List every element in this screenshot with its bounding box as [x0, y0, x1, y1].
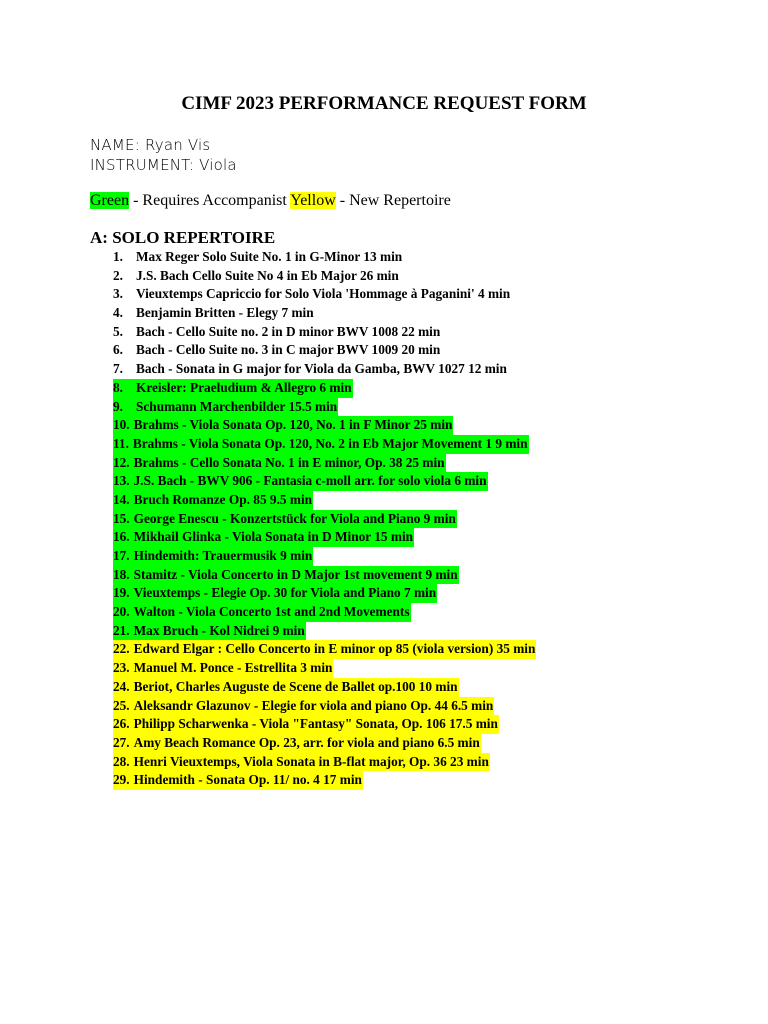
list-item-highlight — [113, 678, 459, 697]
list-item-number: 19. — [113, 585, 130, 601]
list-item-number: 20. — [113, 604, 130, 620]
list-item-highlight — [113, 584, 437, 603]
list-item-text: Benjamin Britten - Elegy 7 min — [136, 305, 314, 321]
list-item — [113, 678, 536, 697]
list-item-number: 28. — [113, 753, 130, 769]
list-item — [113, 753, 536, 772]
list-item-highlight — [113, 528, 414, 547]
list-item-text: Bach - Cello Suite no. 2 in D minor BWV 1008 22 min — [136, 323, 441, 339]
list-item-highlight — [113, 435, 529, 454]
list-item-highlight — [113, 323, 441, 342]
name-field — [90, 135, 210, 155]
list-item-text: Edward Elgar : Cello Concerto in E minor op 85 (viola version) 35 min — [133, 641, 536, 657]
page-title: CIMF 2023 PERFORMANCE REQUEST FORM — [181, 93, 587, 114]
list-item — [113, 771, 536, 790]
name-label: NAME: — [90, 136, 140, 154]
list-item-highlight — [113, 697, 494, 716]
list-item-text: Stamitz - Viola Concerto in D Major 1st movement 9 min — [133, 566, 458, 582]
list-item-number: 13. — [113, 473, 130, 489]
list-item — [113, 323, 536, 342]
list-item-text: Schumann Marchenbilder 15.5 min — [136, 398, 338, 414]
list-item-text: George Enescu - Konzertstück for Viola and Piano 9 min — [133, 510, 456, 526]
list-item-number: 16. — [113, 529, 130, 545]
list-item — [113, 379, 536, 398]
list-item-text: Philipp Scharwenka - Viola "Fantasy" Sonata, Op. 106 17.5 min — [133, 716, 498, 732]
list-item-number: 17. — [113, 548, 130, 563]
list-item-number: 9. — [113, 398, 123, 414]
list-item-text: J.S. Bach Cello Suite No 4 in Eb Major 26 min — [136, 267, 399, 283]
list-item — [113, 640, 536, 659]
list-item-highlight — [113, 416, 453, 435]
list-item-highlight — [113, 398, 338, 417]
section-heading: A: SOLO REPERTOIRE — [90, 228, 276, 247]
list-item-text: Hindemith - Sonata Op. 11/ no. 4 17 min — [133, 772, 362, 788]
list-item-highlight — [113, 360, 508, 379]
list-item-number: 23. — [113, 660, 130, 676]
list-item-highlight — [113, 472, 488, 491]
list-item-highlight — [113, 566, 459, 585]
list-item — [113, 416, 536, 435]
list-item-highlight — [113, 753, 490, 772]
list-item-text: Bach - Sonata in G major for Viola da Gamba, BWV 1027 12 min — [136, 361, 507, 377]
list-item — [113, 584, 536, 603]
list-item — [113, 472, 536, 491]
list-item — [113, 341, 536, 360]
list-item — [113, 697, 536, 716]
list-item-highlight — [113, 622, 306, 641]
legend-yellow-text: - New Repertoire — [335, 192, 451, 209]
list-item — [113, 547, 536, 566]
instrument-label: INSTRUMENT: — [90, 156, 195, 174]
list-item — [113, 304, 536, 323]
list-item-highlight — [113, 454, 446, 473]
list-item-highlight — [113, 248, 403, 267]
list-item — [113, 734, 536, 753]
list-item-highlight — [113, 640, 536, 659]
list-item-highlight — [113, 734, 481, 753]
list-item-text: Brahms - Cello Sonata No. 1 in E minor, Op. 38 25 min — [133, 454, 445, 470]
list-item-number: 24. — [113, 678, 130, 694]
list-item-highlight — [113, 379, 353, 398]
list-item-text: Walton - Viola Concerto 1st and 2nd Movements — [133, 604, 410, 620]
list-item-text: Brahms - Viola Sonata Op. 120, No. 1 in F Minor 25 min — [133, 417, 453, 433]
list-item-number: 15. — [113, 510, 130, 526]
list-item-text: Kreisler: Praeludium & Allegro 6 min — [136, 379, 352, 395]
list-item-text: Vieuxtemps Capriccio for Solo Viola 'Hommage à Paganini' 4 min — [136, 286, 511, 302]
list-item — [113, 715, 536, 734]
list-item-highlight — [113, 491, 313, 510]
legend-yellow-word: Yellow — [290, 192, 336, 209]
list-item-number: 6. — [113, 342, 123, 358]
list-item-text: Brahms - Viola Sonata Op. 120, No. 2 in Eb Major Movement 1 9 min — [132, 435, 528, 451]
list-item — [113, 454, 536, 473]
list-item-text: Aleksandr Glazunov - Elegie for viola and piano Op. 44 6.5 min — [133, 697, 494, 713]
name-value: Ryan Vis — [144, 136, 211, 154]
list-item-number: 18. — [113, 566, 130, 582]
legend-green-word: Green — [90, 192, 130, 209]
list-item-number: 26. — [113, 716, 130, 732]
list-item-highlight — [113, 715, 499, 734]
list-item-number: 25. — [113, 697, 130, 713]
color-legend — [90, 190, 451, 211]
list-item-text: Bruch Romanze Op. 85 9.5 min — [133, 491, 313, 507]
list-item — [113, 622, 536, 641]
list-item-number: 21. — [113, 622, 130, 638]
list-item-number: 29. — [113, 772, 130, 788]
list-item — [113, 528, 536, 547]
list-item-text: Mikhail Glinka - Viola Sonata in D Minor 15 min — [133, 529, 414, 545]
list-item — [113, 360, 536, 379]
list-item — [113, 603, 536, 622]
list-item-highlight — [113, 510, 457, 529]
list-item-number: 7. — [113, 361, 123, 377]
list-item-text: Hindemith: Trauermusik 9 min — [133, 548, 313, 563]
list-item-highlight — [113, 267, 400, 286]
list-item-text: Amy Beach Romance Op. 23, arr. for viola and piano 6.5 min — [133, 734, 480, 750]
list-item-number: 10. — [113, 417, 130, 433]
list-item — [113, 659, 536, 678]
list-item-highlight — [113, 659, 333, 678]
list-item-number: 11. — [113, 435, 129, 451]
list-item-number: 5. — [113, 323, 123, 339]
list-item-text: Henri Vieuxtemps, Viola Sonata in B-flat major, Op. 36 23 min — [133, 753, 489, 769]
list-item-highlight — [113, 603, 411, 622]
list-item-number: 8. — [113, 379, 123, 395]
list-item-highlight — [113, 304, 315, 323]
instrument-field — [90, 155, 237, 175]
list-item — [113, 285, 536, 304]
list-item — [113, 510, 536, 529]
list-item-highlight — [113, 285, 511, 304]
list-item-highlight — [113, 771, 363, 790]
list-item — [113, 267, 536, 286]
list-item-number: 14. — [113, 491, 130, 507]
list-item-number: 4. — [113, 305, 123, 321]
list-item-text: Beriot, Charles Auguste de Scene de Ballet op.100 10 min — [133, 678, 458, 694]
repertoire-list — [113, 248, 536, 790]
list-item-text: Bach - Cello Suite no. 3 in C major BWV 1009 20 min — [136, 342, 441, 358]
list-item-number: 12. — [113, 454, 130, 470]
list-item-number: 22. — [113, 641, 130, 657]
list-item-text: J.S. Bach - BWV 906 - Fantasia c-moll arr. for solo viola 6 min — [133, 473, 487, 489]
list-item — [113, 248, 536, 267]
list-item-number: 3. — [113, 286, 123, 302]
list-item — [113, 398, 536, 417]
instrument-value: Viola — [199, 156, 237, 174]
list-item — [113, 566, 536, 585]
list-item-number: 2. — [113, 267, 123, 283]
list-item-text: Manuel M. Ponce - Estrellita 3 min — [133, 660, 333, 676]
list-item — [113, 491, 536, 510]
list-item-text: Max Reger Solo Suite No. 1 in G-Minor 13 min — [136, 249, 403, 264]
legend-green-text: - Requires Accompanist — [129, 192, 291, 209]
list-item-highlight — [113, 547, 313, 566]
list-item-number: 1. — [113, 249, 123, 264]
list-item-text: Max Bruch - Kol Nidrei 9 min — [133, 622, 305, 638]
list-item — [113, 435, 536, 454]
list-item-number: 27. — [113, 734, 130, 750]
list-item-highlight — [113, 341, 441, 360]
list-item-text: Vieuxtemps - Elegie Op. 30 for Viola and Piano 7 min — [133, 585, 437, 601]
